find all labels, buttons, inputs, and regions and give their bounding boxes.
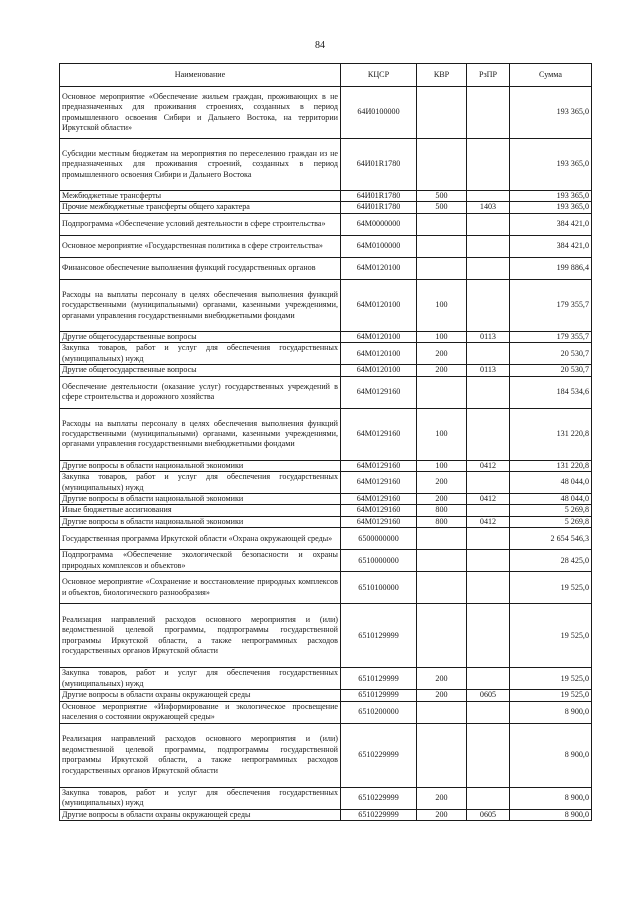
table-row [60, 668, 592, 690]
cell-kvr [417, 723, 467, 787]
cell-kcsr: 64И01R1780 [341, 139, 417, 191]
table-row [60, 572, 592, 604]
cell-kcsr: 6510229999 [341, 723, 417, 787]
header-name: Наименование [60, 64, 341, 87]
cell-sum: 384 421,0 [510, 235, 592, 257]
table-row [60, 472, 592, 494]
cell-kcsr: 64И0100000 [341, 87, 417, 139]
cell-rzpr [467, 572, 510, 604]
cell-name: Основное мероприятие «Информирование и экологическое просвещение населения о состоянии окружающей среды» [60, 701, 341, 723]
cell-kvr: 800 [417, 505, 467, 516]
cell-kvr: 100 [417, 279, 467, 331]
cell-kvr [417, 87, 467, 139]
cell-rzpr [467, 376, 510, 408]
cell-name: Субсидии местным бюджетам на мероприятия по переселению граждан из не предназначенных для проживания строений, созданных в период промышленного освоения Сибири и Дальнего Востока [60, 139, 341, 191]
cell-name: Подпрограмма «Обеспечение экологической безопасности и охраны природных комплексов и объектов» [60, 550, 341, 572]
cell-sum: 193 365,0 [510, 191, 592, 202]
cell-kcsr: 64М0100000 [341, 235, 417, 257]
cell-sum: 179 355,7 [510, 279, 592, 331]
cell-kcsr: 64М0120100 [341, 365, 417, 376]
cell-kvr [417, 257, 467, 279]
cell-sum: 5 269,8 [510, 505, 592, 516]
cell-sum: 8 900,0 [510, 787, 592, 809]
cell-rzpr [467, 472, 510, 494]
cell-rzpr: 1403 [467, 202, 510, 213]
cell-kcsr: 64М0129160 [341, 460, 417, 471]
table-row [60, 191, 592, 202]
cell-rzpr [467, 235, 510, 257]
cell-kcsr: 6510229999 [341, 787, 417, 809]
cell-kvr [417, 550, 467, 572]
table-row [60, 343, 592, 365]
cell-kcsr: 64М0129160 [341, 472, 417, 494]
cell-name: Другие общегосударственные вопросы [60, 365, 341, 376]
cell-kcsr: 64М0120100 [341, 257, 417, 279]
cell-kcsr: 64М0129160 [341, 376, 417, 408]
cell-name: Закупка товаров, работ и услуг для обеспечения государственных (муниципальных) нужд [60, 343, 341, 365]
cell-kvr: 100 [417, 331, 467, 342]
table-row [60, 376, 592, 408]
cell-kcsr: 6510000000 [341, 550, 417, 572]
cell-name: Финансовое обеспечение выполнения функций государственных органов [60, 257, 341, 279]
table-row [60, 516, 592, 527]
table-row [60, 460, 592, 471]
cell-name: Другие вопросы в области национальной экономики [60, 460, 341, 471]
cell-rzpr [467, 139, 510, 191]
cell-name: Другие общегосударственные вопросы [60, 331, 341, 342]
table-row [60, 604, 592, 668]
cell-kvr: 100 [417, 408, 467, 460]
cell-rzpr: 0605 [467, 690, 510, 701]
table-row [60, 87, 592, 139]
cell-sum: 184 534,6 [510, 376, 592, 408]
table-row [60, 494, 592, 505]
cell-sum: 20 530,7 [510, 343, 592, 365]
cell-sum: 20 530,7 [510, 365, 592, 376]
cell-rzpr [467, 787, 510, 809]
cell-kcsr: 64М0129160 [341, 516, 417, 527]
table-row [60, 701, 592, 723]
cell-kcsr: 64И01R1780 [341, 202, 417, 213]
cell-kcsr: 64М0120100 [341, 331, 417, 342]
cell-kcsr: 64М0000000 [341, 213, 417, 235]
cell-name: Закупка товаров, работ и услуг для обеспечения государственных (муниципальных) нужд [60, 668, 341, 690]
cell-kvr: 200 [417, 343, 467, 365]
table-row [60, 139, 592, 191]
cell-kvr: 200 [417, 787, 467, 809]
table-body [60, 87, 592, 821]
cell-sum: 131 220,8 [510, 460, 592, 471]
cell-rzpr [467, 701, 510, 723]
cell-rzpr [467, 604, 510, 668]
cell-name: Расходы на выплаты персоналу в целях обеспечения выполнения функций государственными (муниципальными) органами, казенными учреждениями, органами управления государственными внебюджетными фондами [60, 408, 341, 460]
table-row [60, 690, 592, 701]
cell-sum: 19 525,0 [510, 668, 592, 690]
cell-rzpr [467, 343, 510, 365]
table-row [60, 550, 592, 572]
table-row [60, 809, 592, 820]
cell-rzpr [467, 257, 510, 279]
cell-sum: 2 654 546,3 [510, 528, 592, 550]
cell-sum: 48 044,0 [510, 494, 592, 505]
cell-rzpr: 0412 [467, 460, 510, 471]
cell-kcsr: 6510129999 [341, 668, 417, 690]
cell-rzpr: 0412 [467, 516, 510, 527]
cell-kvr [417, 528, 467, 550]
table-row [60, 787, 592, 809]
cell-sum: 193 365,0 [510, 202, 592, 213]
cell-kvr [417, 604, 467, 668]
cell-name: Другие вопросы в области охраны окружающей среды [60, 690, 341, 701]
cell-kcsr: 6510129999 [341, 690, 417, 701]
header-kcsr: КЦСР [341, 64, 417, 87]
table-row [60, 365, 592, 376]
cell-rzpr [467, 408, 510, 460]
cell-kvr: 200 [417, 809, 467, 820]
cell-kvr: 200 [417, 494, 467, 505]
cell-name: Основное мероприятие «Сохранение и восстановление природных комплексов и объектов, биологического разнообразия» [60, 572, 341, 604]
cell-sum: 384 421,0 [510, 213, 592, 235]
table-row [60, 528, 592, 550]
cell-kcsr: 64М0120100 [341, 279, 417, 331]
cell-kcsr: 64М0129160 [341, 408, 417, 460]
table-row [60, 723, 592, 787]
cell-rzpr: 0113 [467, 331, 510, 342]
cell-name: Государственная программа Иркутской области «Охрана окружающей среды» [60, 528, 341, 550]
cell-kvr: 100 [417, 460, 467, 471]
table-row [60, 505, 592, 516]
cell-sum: 193 365,0 [510, 139, 592, 191]
cell-rzpr [467, 87, 510, 139]
cell-kvr: 500 [417, 191, 467, 202]
table-row [60, 408, 592, 460]
cell-kcsr: 64М0129160 [341, 494, 417, 505]
cell-rzpr: 0605 [467, 809, 510, 820]
cell-kcsr: 64И01R1780 [341, 191, 417, 202]
cell-sum: 19 525,0 [510, 572, 592, 604]
cell-sum: 8 900,0 [510, 809, 592, 820]
table-row [60, 257, 592, 279]
cell-rzpr: 0412 [467, 494, 510, 505]
budget-table [59, 63, 592, 821]
cell-sum: 5 269,8 [510, 516, 592, 527]
table-row [60, 213, 592, 235]
cell-kvr [417, 376, 467, 408]
cell-kcsr: 6510129999 [341, 604, 417, 668]
cell-kcsr: 6510229999 [341, 809, 417, 820]
cell-name: Иные бюджетные ассигнования [60, 505, 341, 516]
cell-kvr: 200 [417, 668, 467, 690]
header-kvr: КВР [417, 64, 467, 87]
cell-name: Основное мероприятие «Государственная политика в сфере строительства» [60, 235, 341, 257]
table-header-row [60, 64, 592, 87]
header-rzpr: РзПР [467, 64, 510, 87]
cell-kvr [417, 213, 467, 235]
cell-kcsr: 6510200000 [341, 701, 417, 723]
cell-kvr [417, 701, 467, 723]
cell-kvr: 200 [417, 690, 467, 701]
cell-sum: 28 425,0 [510, 550, 592, 572]
cell-name: Основное мероприятие «Обеспечение жильем граждан, проживающих в не предназначенных для проживания строениях, созданных в период промышленного освоения Сибири и Дальнего Востока, на территории Иркутской области» [60, 87, 341, 139]
cell-kcsr: 64М0120100 [341, 343, 417, 365]
cell-name: Другие вопросы в области национальной экономики [60, 494, 341, 505]
table-row [60, 202, 592, 213]
cell-name: Обеспечение деятельности (оказание услуг) государственных учреждений в сфере строительства и дорожного хозяйства [60, 376, 341, 408]
cell-name: Подпрограмма «Обеспечение условий деятельности в сфере строительства» [60, 213, 341, 235]
cell-kvr [417, 572, 467, 604]
cell-name: Другие вопросы в области национальной экономики [60, 516, 341, 527]
cell-sum: 199 886,4 [510, 257, 592, 279]
cell-kvr: 200 [417, 365, 467, 376]
cell-rzpr [467, 279, 510, 331]
cell-sum: 131 220,8 [510, 408, 592, 460]
cell-kcsr: 6500000000 [341, 528, 417, 550]
cell-name: Закупка товаров, работ и услуг для обеспечения государственных (муниципальных) нужд [60, 472, 341, 494]
table-row [60, 235, 592, 257]
cell-kvr: 200 [417, 472, 467, 494]
header-sum: Сумма [510, 64, 592, 87]
cell-kvr [417, 139, 467, 191]
cell-rzpr [467, 528, 510, 550]
cell-kcsr: 6510100000 [341, 572, 417, 604]
cell-kcsr: 64М0129160 [341, 505, 417, 516]
cell-kvr [417, 235, 467, 257]
table-row [60, 279, 592, 331]
table-row [60, 331, 592, 342]
cell-sum: 48 044,0 [510, 472, 592, 494]
cell-name: Прочие межбюджетные трансферты общего характера [60, 202, 341, 213]
cell-kvr: 800 [417, 516, 467, 527]
cell-rzpr [467, 550, 510, 572]
cell-sum: 193 365,0 [510, 87, 592, 139]
cell-sum: 8 900,0 [510, 723, 592, 787]
cell-rzpr: 0113 [467, 365, 510, 376]
cell-rzpr [467, 668, 510, 690]
cell-name: Межбюджетные трансферты [60, 191, 341, 202]
page-number: 84 [315, 40, 325, 51]
cell-name: Реализация направлений расходов основного мероприятия и (или) ведомственной целевой программы, подпрограммы государственной программы Иркутской области, а также непрограммных расходов государственных органов Иркутской области [60, 604, 341, 668]
cell-sum: 19 525,0 [510, 690, 592, 701]
cell-sum: 19 525,0 [510, 604, 592, 668]
cell-name: Расходы на выплаты персоналу в целях обеспечения выполнения функций государственными (муниципальными) органами, казенными учреждениями, органами управления государственными внебюджетными фондами [60, 279, 341, 331]
cell-sum: 179 355,7 [510, 331, 592, 342]
cell-rzpr [467, 213, 510, 235]
cell-name: Реализация направлений расходов основного мероприятия и (или) ведомственной целевой программы, подпрограммы государственной программы Иркутской области, а также непрограммных расходов государственных органов Иркутской области [60, 723, 341, 787]
cell-name: Другие вопросы в области охраны окружающей среды [60, 809, 341, 820]
cell-rzpr [467, 191, 510, 202]
cell-name: Закупка товаров, работ и услуг для обеспечения государственных (муниципальных) нужд [60, 787, 341, 809]
cell-rzpr [467, 505, 510, 516]
cell-sum: 8 900,0 [510, 701, 592, 723]
cell-kvr: 500 [417, 202, 467, 213]
cell-rzpr [467, 723, 510, 787]
